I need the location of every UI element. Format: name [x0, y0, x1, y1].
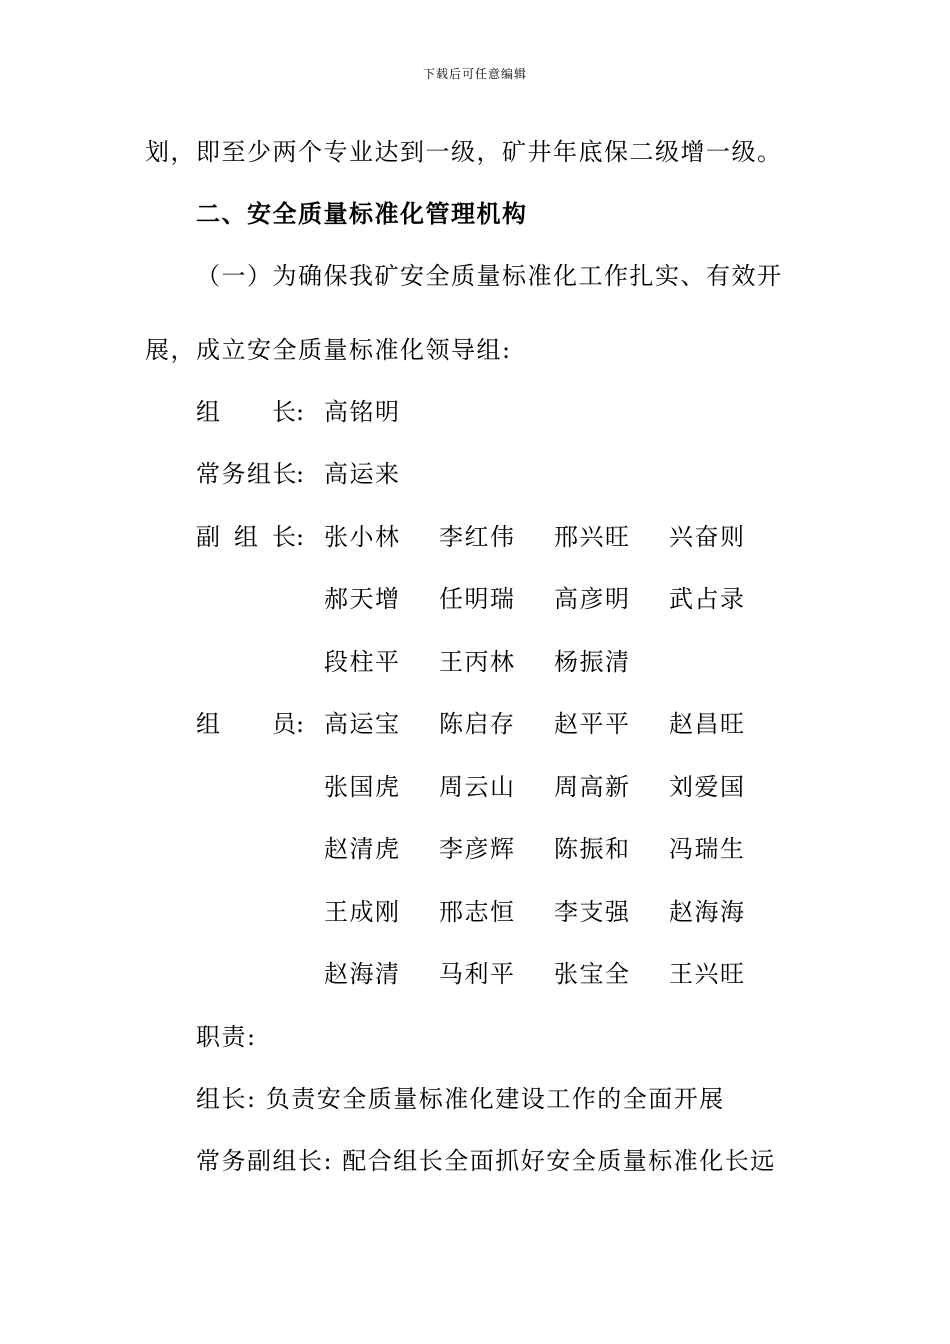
- member-name: 赵平平: [554, 710, 631, 738]
- member-name: 赵昌旺: [669, 710, 746, 738]
- paragraph-line: （一）为确保我矿安全质量标准化工作扎实、有效开: [196, 262, 783, 290]
- member-name: 赵清虎: [324, 835, 401, 863]
- member-name: 陈振和: [554, 835, 631, 863]
- role-label-char: 组: [196, 710, 220, 738]
- paragraph-line: 划，即至少两个专业达到一级，矿井年底保二级增一级。: [145, 138, 783, 166]
- member-name: 李支强: [554, 898, 631, 926]
- member-name: 李红伟: [439, 523, 516, 551]
- member-name: 高彦明: [554, 585, 631, 613]
- member-name: 冯瑞生: [669, 835, 746, 863]
- member-name: 杨振清: [554, 648, 631, 676]
- member-name: 陈启存: [439, 710, 516, 738]
- role-label-char: 副: [196, 523, 220, 551]
- member-name: 王成刚: [324, 898, 401, 926]
- member-name: 兴奋则: [669, 523, 746, 551]
- paragraph-line: 展，成立安全质量标准化领导组:: [145, 336, 512, 364]
- member-name: 任明瑞: [439, 585, 516, 613]
- role-label: 常务组长: [196, 460, 298, 488]
- member-name: 高运宝: [324, 710, 401, 738]
- role-label-char: 组: [234, 523, 258, 551]
- section-heading: 二、安全质量标准化管理机构: [196, 199, 528, 228]
- member-name: 张宝全: [554, 960, 631, 988]
- role-label-char: 员: [272, 710, 296, 738]
- role-label-char: 组: [196, 398, 220, 426]
- member-name: 李彦辉: [439, 835, 516, 863]
- role-colon: :: [296, 523, 305, 551]
- member-name: 武占录: [669, 585, 746, 613]
- member-name: 张小林: [324, 523, 401, 551]
- page-header: 下载后可任意编辑: [422, 67, 527, 81]
- member-name: 刘爱国: [669, 773, 746, 801]
- member-name: 周云山: [439, 773, 516, 801]
- member-name: 邢兴旺: [554, 523, 631, 551]
- member-name: 赵海海: [669, 898, 746, 926]
- member-name: 赵海清: [324, 960, 401, 988]
- paragraph-line: 组长: 负责安全质量标准化建设工作的全面开展: [196, 1085, 725, 1113]
- member-name: 王兴旺: [669, 960, 746, 988]
- paragraph-line: 职责:: [196, 1023, 257, 1051]
- member-name: 高铭明: [324, 398, 401, 426]
- member-name: 周高新: [554, 773, 631, 801]
- role-colon: :: [296, 710, 305, 738]
- member-name: 郝天增: [324, 585, 401, 613]
- role-label-char: 长: [272, 398, 296, 426]
- member-name: 王丙林: [439, 648, 516, 676]
- member-name: 邢志恒: [439, 898, 516, 926]
- role-colon: :: [296, 398, 305, 426]
- role-label-char: 长: [272, 523, 296, 551]
- role-colon: :: [296, 460, 305, 488]
- paragraph-line: 常务副组长: 配合组长全面抓好安全质量标准化长远: [196, 1147, 776, 1175]
- member-name: 马利平: [439, 960, 516, 988]
- member-name: 段柱平: [324, 648, 401, 676]
- member-name: 张国虎: [324, 773, 401, 801]
- member-name: 高运来: [324, 460, 401, 488]
